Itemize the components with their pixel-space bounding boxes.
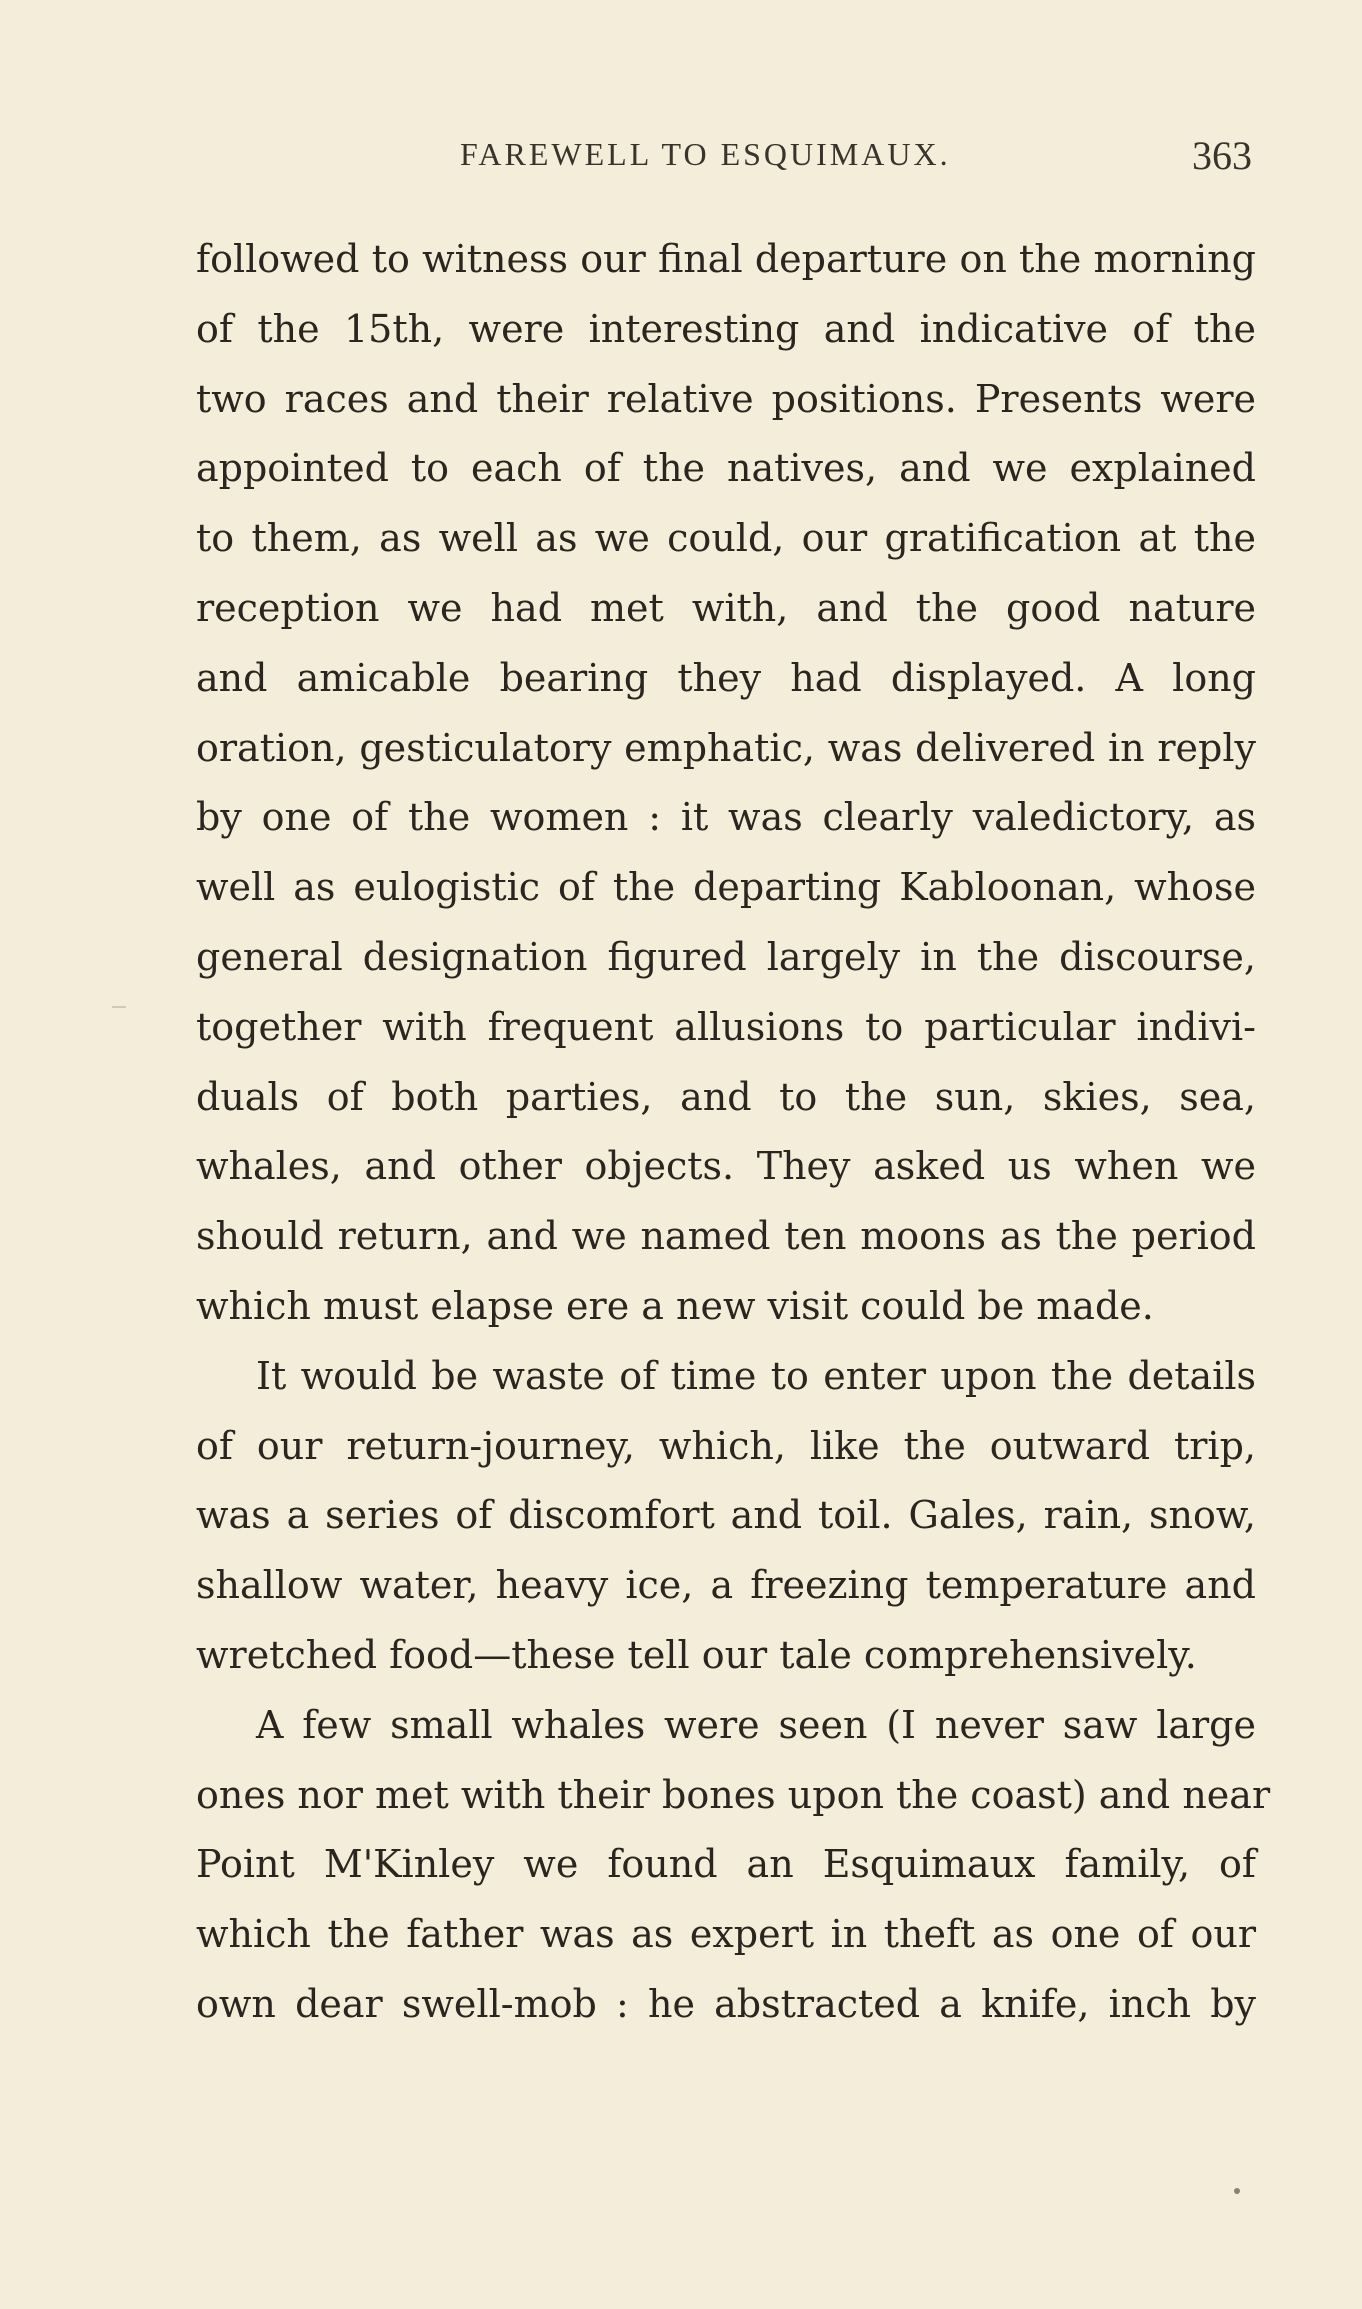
text-line: should return, and we named ten moons as the period [196, 1214, 1256, 1259]
text-line: of our return-journey, which, like the outward trip, [196, 1423, 1256, 1468]
running-head [200, 133, 1252, 180]
text-line: Point M'Kinley we found an Esquimaux family, of [196, 1842, 1256, 1887]
text-line: wretched food—these tell our tale comprehensively. [196, 1632, 1197, 1677]
text-line: reception we had met with, and the good nature [196, 585, 1256, 630]
text-line: duals of both parties, and to the sun, skies, sea, [196, 1074, 1256, 1119]
text-line: by one of the women : it was clearly valedictory, as [196, 795, 1256, 840]
text-line: of the 15th, were interesting and indicative of the [196, 306, 1256, 351]
text-line: and amicable bearing they had displayed. A long [196, 655, 1256, 700]
text-line: which must elapse ere a new visit could be made. [196, 1283, 1154, 1328]
page-number: 363 [1192, 133, 1252, 178]
margin-mark [112, 1006, 126, 1008]
text-line: A few small whales were seen (I never saw large [256, 1702, 1256, 1747]
text-line: which the father was as expert in theft as one of our [196, 1912, 1256, 1957]
text-line: well as eulogistic of the departing Kabloonan, whose [196, 865, 1256, 910]
text-line: together with frequent allusions to particular indivi- [196, 1004, 1256, 1049]
text-line: own dear swell-mob : he abstracted a knife, inch by [196, 1981, 1256, 2026]
text-line: appointed to each of the natives, and we explained [196, 446, 1256, 491]
text-line: followed to witness our final departure on the morning [196, 237, 1256, 281]
text-line: shallow water, heavy ice, a freezing temperature and [196, 1563, 1256, 1608]
text-line: It would be waste of time to enter upon the details [256, 1353, 1256, 1398]
running-title: FAREWELL TO ESQUIMAUX. [460, 136, 951, 172]
text-line: oration, gesticulatory emphatic, was delivered in reply [196, 725, 1256, 770]
text-line: two races and their relative positions. Presents were [196, 376, 1256, 421]
body-text [196, 225, 1271, 2040]
text-line: was a series of discomfort and toil. Gales, rain, snow, [196, 1493, 1256, 1538]
text-line: general designation figured largely in the discourse, [196, 934, 1256, 979]
ink-speck [1234, 2188, 1240, 2194]
text-line: to them, as well as we could, our gratification at the [196, 516, 1256, 561]
text-line: ones nor met with their bones upon the coast) and near [196, 1772, 1271, 1817]
text-line: whales, and other objects. They asked us when we [196, 1144, 1256, 1189]
